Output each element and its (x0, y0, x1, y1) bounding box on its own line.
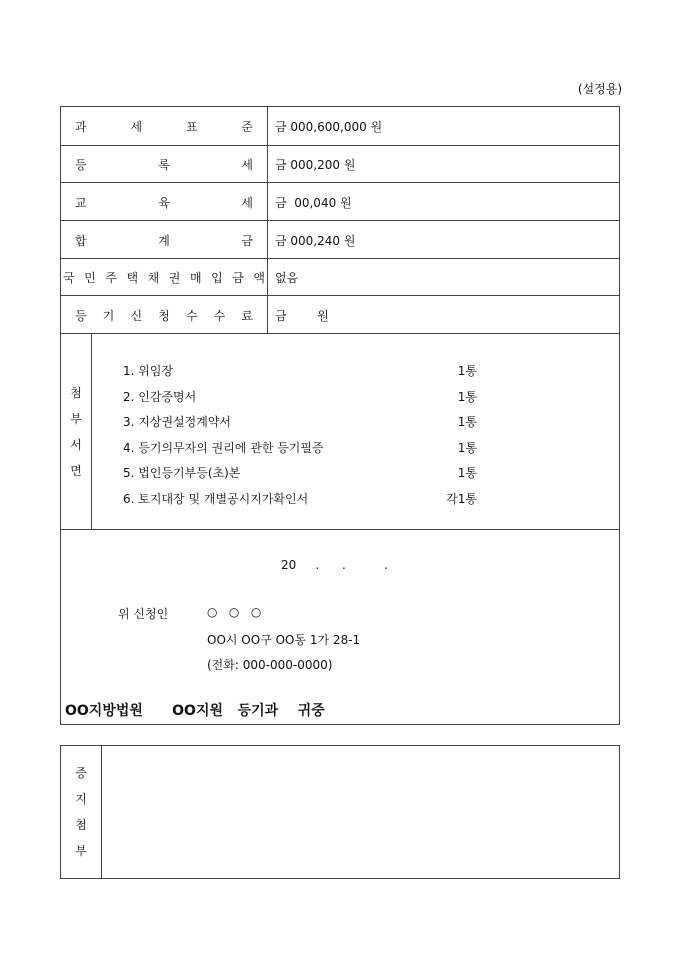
row-value: 금 000,600,000 원 (275, 119, 383, 134)
attachment-item: 2. 인감증명서 (123, 389, 197, 404)
stamp-label (61, 746, 102, 878)
usage-note: (설정용) (577, 82, 622, 96)
label-char: 교 (75, 195, 87, 210)
attachment-item: 6. 토지대장 및 개별공시지가확인서 (123, 491, 309, 506)
attachments-section (61, 333, 619, 530)
table-row (61, 182, 619, 221)
label-char: 수 (185, 308, 198, 323)
row-value: 없음 (275, 271, 299, 285)
attachment-item: 4. 등기의무자의 권리에 관한 등기필증 (123, 440, 324, 455)
table-row (61, 295, 619, 334)
label-char: 액 (253, 271, 265, 285)
label-char: 세 (241, 158, 253, 172)
label-char: 서 (70, 438, 82, 452)
applicant-name: ○ ○ ○ (207, 605, 262, 619)
row-value: 금 000,240 원 (275, 233, 356, 248)
row-label (61, 183, 268, 221)
attachment-count: 1통 (457, 466, 477, 480)
label-char: 과 (75, 119, 87, 134)
signature-section (61, 529, 619, 725)
applicant-label: 위 신청인 (118, 607, 169, 621)
label-char: 등 (75, 308, 87, 323)
row-label (61, 296, 268, 334)
label-char: 첨 (75, 818, 87, 832)
label-char: 주 (105, 271, 117, 285)
label-char: 수 (213, 308, 226, 323)
label-char: 세 (241, 195, 253, 210)
label-char: 민 (84, 271, 96, 285)
date-line: 20 . . . (281, 558, 388, 572)
label-char: 육 (158, 195, 170, 210)
label-char: 청 (158, 308, 170, 323)
label-char: 부 (70, 412, 82, 426)
label-char: 입 (211, 271, 223, 285)
label-char: 신 (130, 308, 143, 323)
label-char: 증 (75, 766, 87, 780)
label-char: 금 (232, 271, 244, 285)
table-row (61, 145, 619, 183)
court-addressee: OO지방법원 OO지원 등기과 귀중 (65, 703, 325, 719)
application-table (60, 106, 620, 725)
stamp-box (60, 745, 620, 879)
attachment-count: 1통 (457, 440, 477, 455)
label-char: 부 (75, 844, 87, 858)
label-char: 료 (241, 308, 253, 323)
label-char: 채 (147, 271, 160, 285)
label-char: 세 (130, 119, 143, 134)
label-char: 국 (63, 271, 75, 285)
attachment-count: 1통 (457, 415, 477, 429)
label-char: 합 (75, 233, 87, 248)
attachment-item: 5. 법인등기부등(초)본 (123, 466, 241, 480)
label-char: 지 (75, 792, 87, 806)
row-label (61, 221, 268, 259)
label-char: 기 (102, 308, 115, 323)
label-char: 계 (158, 233, 170, 248)
label-char: 금 (241, 233, 253, 248)
row-value: 금 000,200 원 (275, 158, 356, 172)
row-value: 금 00,040 원 (275, 195, 352, 210)
label-char: 택 (126, 271, 139, 285)
row-label (61, 259, 268, 296)
applicant-address: OO시 OO구 OO동 1가 28-1 (207, 633, 361, 647)
table-row (61, 107, 619, 145)
attachment-item: 3. 지상권설정계약서 (123, 415, 232, 429)
table-row (61, 258, 619, 296)
attachment-count: 각1통 (446, 491, 477, 506)
attachment-count: 1통 (457, 364, 477, 378)
label-char: 표 (185, 119, 198, 134)
row-label (61, 146, 268, 183)
attachments-label (61, 334, 92, 530)
label-char: 권 (168, 271, 181, 285)
attachment-count: 1통 (457, 389, 477, 404)
label-char: 매 (189, 271, 202, 285)
label-char: 등 (75, 158, 87, 172)
label-char: 준 (241, 119, 253, 134)
attachment-item: 1. 위임장 (123, 364, 174, 378)
table-row (61, 220, 619, 259)
label-char: 면 (70, 464, 82, 478)
row-label (61, 107, 268, 145)
applicant-phone: (전화: 000-000-0000) (207, 658, 333, 672)
row-value: 금 원 (275, 308, 329, 323)
label-char: 첨 (70, 386, 82, 400)
label-char: 록 (158, 158, 170, 172)
